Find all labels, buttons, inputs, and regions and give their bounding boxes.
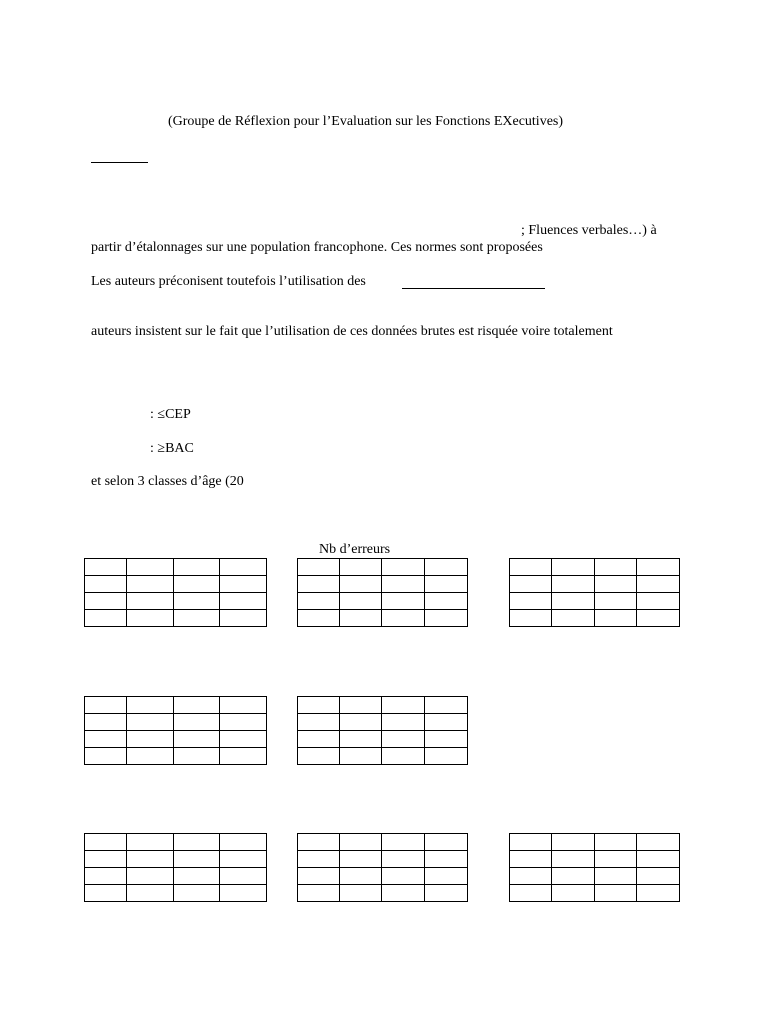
paragraph-line-3: auteurs insistent sur le fait que l’utilisation de ces données brutes est risquée voire totalement bbox=[91, 324, 613, 339]
underline-blank bbox=[402, 288, 545, 289]
table-row bbox=[85, 697, 267, 714]
table-row bbox=[298, 851, 468, 868]
table-row bbox=[85, 748, 267, 765]
education-level-bac: : ≥BAC bbox=[150, 441, 194, 456]
norms-table bbox=[297, 696, 468, 765]
norms-table bbox=[297, 833, 468, 902]
underline-blank bbox=[91, 162, 148, 163]
table-row bbox=[298, 731, 468, 748]
norms-table bbox=[84, 833, 267, 902]
table-row bbox=[298, 885, 468, 902]
paragraph-line-1: partir d’étalonnages sur une population francophone. Ces normes sont proposées bbox=[91, 240, 543, 255]
table-row bbox=[85, 731, 267, 748]
norms-table bbox=[509, 558, 680, 627]
table-row bbox=[298, 559, 468, 576]
table-row bbox=[510, 576, 680, 593]
age-classes-line: et selon 3 classes d’âge (20 bbox=[91, 474, 244, 489]
table-row bbox=[85, 714, 267, 731]
norms-table bbox=[84, 558, 267, 627]
norms-table bbox=[84, 696, 267, 765]
table-row bbox=[510, 593, 680, 610]
table-row bbox=[298, 834, 468, 851]
table-row bbox=[298, 610, 468, 627]
table-row bbox=[510, 834, 680, 851]
table-row bbox=[298, 576, 468, 593]
table-row bbox=[85, 559, 267, 576]
table-row bbox=[85, 576, 267, 593]
table-row bbox=[298, 748, 468, 765]
table-row bbox=[510, 610, 680, 627]
table-row bbox=[510, 868, 680, 885]
table-row bbox=[510, 851, 680, 868]
table-row bbox=[298, 593, 468, 610]
fluences-fragment: ; Fluences verbales…) à bbox=[521, 223, 657, 238]
norms-table bbox=[297, 558, 468, 627]
table-row bbox=[510, 885, 680, 902]
table-row bbox=[298, 697, 468, 714]
education-level-cep: : ≤CEP bbox=[150, 407, 191, 422]
table-row bbox=[298, 714, 468, 731]
table-row bbox=[85, 593, 267, 610]
table-row bbox=[298, 868, 468, 885]
table-row bbox=[510, 559, 680, 576]
table-row bbox=[85, 868, 267, 885]
table-row bbox=[85, 885, 267, 902]
table-caption: Nb d’erreurs bbox=[319, 542, 391, 557]
paragraph-line-2: Les auteurs préconisent toutefois l’utilisation des bbox=[91, 274, 366, 289]
table-row bbox=[85, 851, 267, 868]
norms-table bbox=[509, 833, 680, 902]
table-row bbox=[85, 610, 267, 627]
table-row bbox=[85, 834, 267, 851]
document-heading: (Groupe de Réflexion pour l’Evaluation sur les Fonctions EXecutives) bbox=[168, 114, 564, 129]
